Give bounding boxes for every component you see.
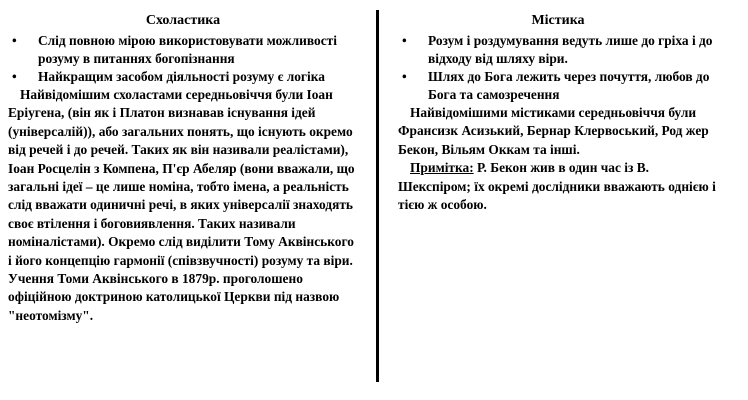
bullet-text: Розум і роздумування ведуть лише до гріха і до відходу від шляху віри. [428, 33, 713, 66]
mysticism-heading: Містика [531, 13, 585, 28]
mysticism-bullet-item [398, 68, 718, 104]
bullet-icon: • [402, 33, 407, 48]
scholasticism-column [8, 12, 358, 325]
scholasticism-bullet-item [8, 32, 358, 68]
note-label: Примітка: [410, 160, 474, 176]
mysticism-paragraph-text: Найвідомішими містиками середньовіччя були Франсизк Асизький, Бернар Клервоський, Род жер Бекон, Вільям Оккам та інші. [398, 105, 709, 157]
mysticism-bullet-item [398, 32, 718, 68]
scholasticism-paragraph-text: Найвідомішим схоластами середньовіччя були Іоан Еріугена, (він як і Платон визнавав існування ідей (універсалій)), або загальних понять, що існують окремо від речей і до речей. Таких як він називали реалістами), Іоан Росцелін з Компена, П'єр Абеляр (вони вважали, що загальні ідеї – це лише номіна, тобто імена, а реальність слід вважати одиничні речі, в яких універсалії знаходять своє втілення і боговиявлення. Таких називали номіналістами). Окремо слід виділити Тому Аквінського і його концепцію гармонії (співзвучності) розуму та віри. Учення Томи Аквінського в 1879р. проголошено офіційною доктриною католицької Церкви під назвою "неотомізму". [8, 87, 355, 323]
bullet-icon: • [12, 69, 17, 84]
mysticism-note [398, 159, 718, 214]
scholasticism-bullet-list [8, 32, 358, 86]
scholasticism-heading: Схоластика [145, 13, 221, 28]
bullet-text: Слід повною мірою використовувати можливості розуму в питаннях богопізнання [38, 33, 337, 66]
bullet-text: Шлях до Бога лежить через почуття, любов до Бога та самозречення [428, 69, 710, 102]
mysticism-column [398, 12, 718, 214]
bullet-icon: • [402, 69, 407, 84]
mysticism-paragraph [398, 104, 718, 159]
bullet-icon: • [12, 33, 17, 48]
mysticism-bullet-list [398, 32, 718, 104]
bullet-text: Найкращим засобом діяльності розуму є логіка [38, 69, 325, 84]
scholasticism-bullet-item [8, 68, 358, 86]
column-divider [376, 10, 379, 382]
note-text: Р. Бекон жив в один час із В. Шекспіром; їх окремі дослідники вважають однією і тією ж особою. [398, 160, 716, 213]
scholasticism-paragraph [8, 86, 358, 325]
